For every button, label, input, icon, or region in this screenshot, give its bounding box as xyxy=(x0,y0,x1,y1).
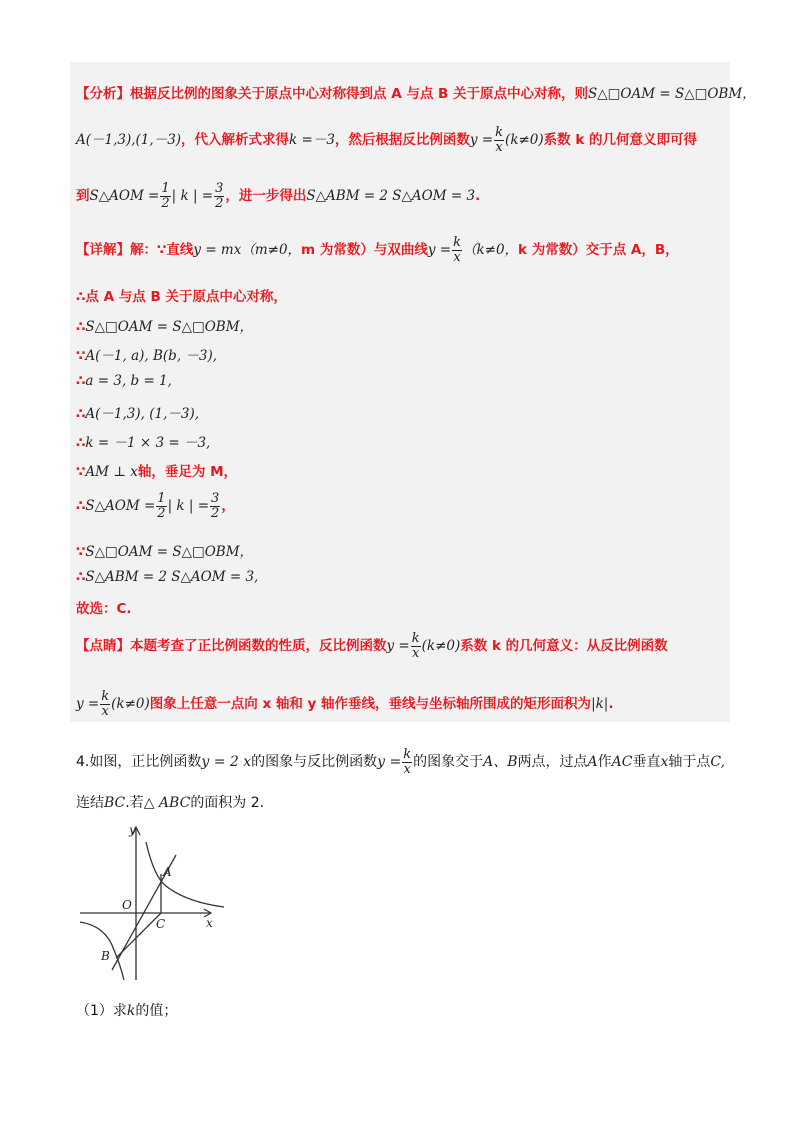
detail-line-11: ∴S△ABM = 2 S△AOM = 3, xyxy=(76,569,259,585)
detail-tag: 【详解】 xyxy=(76,242,130,259)
problem4-line-2: 连结BC.若△ ABC的面积为 2. xyxy=(76,795,265,811)
detail-line-10: ∵S△□OAM = S△□OBM， xyxy=(76,544,254,560)
comment-line-2: y = $\frac{k}{x}$ (k≠0)图象上任意一点向 x 轴和 y 轴作垂线，垂线与坐标轴所围成的矩形面积为|k|. xyxy=(76,689,614,719)
hyperbola-branch-1 xyxy=(146,842,224,907)
comment-line-1: 【点睛】本题考查了正比例函数的性质，反比例函数y = $\frac{k}{x}$ (k≠0)系数 k 的几何意义：从反比例函数 xyxy=(76,631,668,661)
detail-line-9: ∴S△AOM = $\frac{1}{2}$ | k | = $\frac{3}{2}$ ， xyxy=(76,491,235,521)
comment-tag: 【点睛】 xyxy=(76,638,130,655)
detail-line-5: ∴a = 3, b = 1, xyxy=(76,373,172,389)
label-a: A xyxy=(163,865,172,879)
detail-line-1: 【详解】解：∵直线y = mx（m≠0，m 为常数）与双曲线y = $\frac{k}{x}$ （k≠0，k 为常数）交于点 A，B， xyxy=(76,235,679,265)
question-1: （1）求k的值； xyxy=(76,1003,178,1019)
detail-line-6: ∴A(－1,3), (1,－3), xyxy=(76,406,200,422)
problem4-line-1: 4.如图，正比例函数y = 2 x的图象与反比例函数y = $\frac{k}{x}$ 的图象交于A、B两点，过点A作AC垂直x轴于点C, xyxy=(76,747,726,777)
solution-panel xyxy=(70,62,730,722)
analysis-tag: 【分析】 xyxy=(76,86,130,102)
fraction-k-over-x: $\frac{k}{x}$ xyxy=(495,125,504,155)
detail-line-7: ∴k = －1 × 3 = －3, xyxy=(76,435,211,451)
fraction-three-halves: $\frac{3}{2}$ xyxy=(215,181,224,211)
detail-answer: 故选：C. xyxy=(76,601,132,617)
label-y: y xyxy=(129,823,136,837)
analysis-line-2: A(－1,3),(1,－3)，代入解析式求得k =－3，然后根据反比例函数y = $\frac{k}{x}$ (k≠0)系数 k 的几何意义即可得 xyxy=(76,125,698,155)
label-o: O xyxy=(122,898,132,912)
label-b: B xyxy=(101,949,110,963)
label-c: C xyxy=(156,917,166,931)
analysis-line-3: 到S△AOM = $\frac{1}{2}$ | k | = $\frac{3}{2}$ ，进一步得出S△ABM = 2 S△AOM = 3. xyxy=(76,181,481,211)
segment-bc xyxy=(116,913,161,958)
fraction-one-half: $\frac{1}{2}$ xyxy=(161,181,170,211)
label-x: x xyxy=(206,916,213,930)
detail-line-4: ∵A(－1, a), B(b, －3), xyxy=(76,348,218,364)
detail-line-8: ∵AM ⊥ x轴，垂足为 M， xyxy=(76,464,238,480)
detail-line-3: ∴S△□OAM = S△□OBM， xyxy=(76,319,254,335)
analysis-line-1: 【分析】根据反比例的图象关于原点中心对称得到点 A 与点 B 关于原点中心对称，则S△□OAM = S△□OBM， xyxy=(76,86,756,102)
function-graph xyxy=(76,822,226,982)
detail-line-2: ∴点 A 与点 B 关于原点中心对称， xyxy=(76,289,287,305)
